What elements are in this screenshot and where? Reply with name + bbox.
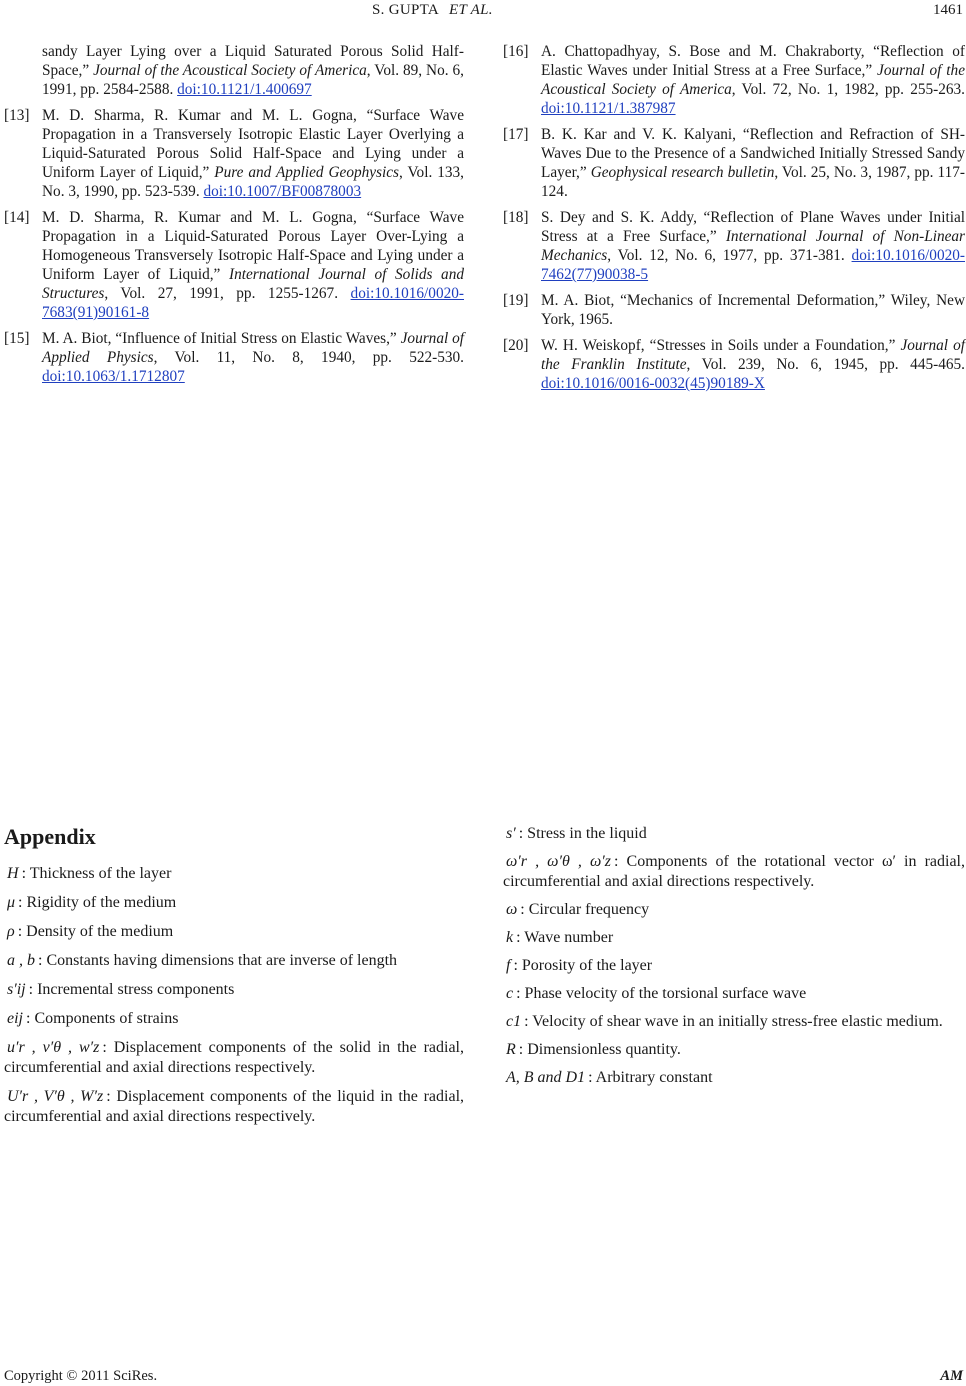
definition-item: U′r , V′θ , W′z : Displacement components of the liquid in the radial, circumferential and axial directions respectively. xyxy=(4,1088,465,1125)
appendix-heading: Appendix xyxy=(4,824,96,849)
definition-item: k : Wave number xyxy=(506,929,614,946)
doi-link[interactable]: doi:10.1121/1.387987 xyxy=(541,100,676,117)
reference-number: [17] xyxy=(503,126,529,143)
reference-16: [16] A. Chattopadhyay, S. Bose and M. Chakraborty, “Reflection of Elastic Waves under Initial Stress at a Free Surface,” Journal of the Acoustical Society of America, Vol. 72, No. 1, 1982, pp. 255-263. doi:10.1121/1.387987 xyxy=(503,43,966,117)
doi-link[interactable]: doi:10.1063/1.1712807 xyxy=(42,368,185,385)
appendix-left-column xyxy=(4,824,464,1136)
reference-20: [20] W. H. Weiskopf, “Stresses in Soils under a Foundation,” Journal of the Franklin Institute, Vol. 239, No. 6, 1945, pp. 445-465. doi:10.1016/0016-0032(45)90189-X xyxy=(503,337,966,392)
definition-item: s′ : Stress in the liquid xyxy=(506,825,647,842)
running-header xyxy=(0,0,966,20)
reference-number: [13] xyxy=(4,107,30,124)
doi-link[interactable]: doi:10.1016/0020-7462(77)90038-5 xyxy=(541,247,965,283)
symbol: ω′r , ω′θ , ω′z xyxy=(506,853,611,870)
symbol: eij xyxy=(7,1010,23,1027)
definition-item: u′r , v′θ , w′z : Displacement components of the solid in the radial, circumferential and axial directions respectively. xyxy=(4,1039,464,1076)
symbol: μ xyxy=(7,894,16,911)
definition-item: ρ : Density of the medium xyxy=(7,923,174,940)
symbol: R xyxy=(506,1041,516,1058)
copyright-notice: Copyright © 2011 SciRes. xyxy=(4,1368,158,1384)
symbol: c1 xyxy=(506,1013,522,1030)
symbol: a , b xyxy=(7,952,35,969)
definition-item: ω′r , ω′θ , ω′z : Components of the rotational vector ω′ in radial, circumferential and axial directions respectively. xyxy=(503,853,965,890)
definition-item: R : Dimensionless quantity. xyxy=(506,1041,681,1058)
symbol: ρ xyxy=(7,923,15,940)
definition-item: s′ij : Incremental stress components xyxy=(7,981,235,998)
reference-number: [20] xyxy=(503,337,529,354)
symbol: U′r , V′θ , W′z xyxy=(7,1088,104,1105)
reference-12-continued: sandy Layer Lying over a Liquid Saturated Porous Solid Half-Space,” Journal of the Acoustical Society of America, Vol. 89, No. 6, 1991, pp. 2584-2588. doi:10.1121/1.400697 xyxy=(42,43,464,98)
reference-number: [19] xyxy=(503,292,529,309)
symbol: c xyxy=(506,985,514,1002)
reference-number: [15] xyxy=(4,330,30,347)
symbol: u′r , v′θ , w′z xyxy=(7,1039,100,1056)
symbol: k xyxy=(506,929,514,946)
reference-number: [18] xyxy=(503,209,529,226)
definition-item: a , b : Constants having dimensions that are inverse of length xyxy=(7,952,398,969)
symbol: f xyxy=(506,957,511,974)
running-head: S. GUPTA ET AL. xyxy=(372,2,493,18)
definition-item: A, B and D1 : Arbitrary constant xyxy=(506,1069,713,1086)
definition-item: μ : Rigidity of the medium xyxy=(7,894,177,911)
reference-17: [17] B. K. Kar and V. K. Kalyani, “Reflection and Refraction of SH-Waves Due to the Presence of a Sandwiched Initially Stressed Sandy Layer,” Geophysical research bulletin, Vol. 25, No. 3, 1987, pp. 117-124. xyxy=(503,126,965,200)
page-number: 1461 xyxy=(933,2,963,18)
journal-abbreviation: AM xyxy=(940,1368,963,1384)
doi-link[interactable]: doi:10.1016/0020-7683(91)90161-8 xyxy=(42,285,464,321)
reference-14: [14] M. D. Sharma, R. Kumar and M. L. Gogna, “Surface Wave Propagation in a Liquid-Saturated Porous Layer Over-Lying a Homogeneous Transversely Isotropic Half-Space and Lying under a Uniform Layer of Liquid,” International Journal of Solids and Structures, Vol. 27, 1991, pp. 1255-1267. doi:10.1016/0020-7683(91)90161-8 xyxy=(4,209,464,321)
reference-15: [15] M. A. Biot, “Influence of Initial Stress on Elastic Waves,” Journal of Applied Physics, Vol. 11, No. 8, 1940, pp. 522-530. doi:10.1063/1.1712807 xyxy=(4,330,465,385)
symbol: s′ij xyxy=(7,981,26,998)
symbol: s′ xyxy=(506,825,516,842)
definition-item: c : Phase velocity of the torsional surface wave xyxy=(506,985,807,1002)
symbol: A, B and D1 xyxy=(506,1069,586,1086)
definition-item: c1 : Velocity of shear wave in an initially stress-free elastic medium. xyxy=(506,1013,943,1030)
definition-item: H : Thickness of the layer xyxy=(7,865,172,882)
definition-item: f : Porosity of the layer xyxy=(506,957,653,974)
doi-link[interactable]: doi:10.1121/1.400697 xyxy=(177,81,312,98)
references-left-column xyxy=(4,42,464,393)
definition-item: ω : Circular frequency xyxy=(506,901,650,918)
reference-number: [16] xyxy=(503,43,529,60)
reference-19: [19] M. A. Biot, “Mechanics of Incremental Deformation,” Wiley, New York, 1965. xyxy=(503,292,965,328)
reference-13: [13] M. D. Sharma, R. Kumar and M. L. Gogna, “Surface Wave Propagation in a Transversely Isotropic Elastic Layer Overlying a Liquid-Saturated Porous Solid Half-Space and Lying under a Uniform Layer of Liquid,” Pure and Applied Geophysics, Vol. 133, No. 3, 1990, pp. 523-539. doi:10.1007/BF00878003 xyxy=(4,107,464,200)
references-right-column xyxy=(503,42,965,400)
appendix-right-column xyxy=(503,824,965,1096)
reference-18: [18] S. Dey and S. K. Addy, “Reflection of Plane Waves under Initial Stress at a Free Surface,” International Journal of Non-Linear Mechanics, Vol. 12, No. 6, 1977, pp. 371-381. doi:10.1016/0020-7462(77)90038-5 xyxy=(503,209,965,283)
symbol: H xyxy=(7,865,19,882)
doi-link[interactable]: doi:10.1007/BF00878003 xyxy=(203,183,362,200)
definition-item: eij : Components of strains xyxy=(7,1010,179,1027)
reference-number: [14] xyxy=(4,209,30,226)
doi-link[interactable]: doi:10.1016/0016-0032(45)90189-X xyxy=(541,375,765,392)
page-footer xyxy=(0,1366,966,1386)
symbol: ω xyxy=(506,901,518,918)
